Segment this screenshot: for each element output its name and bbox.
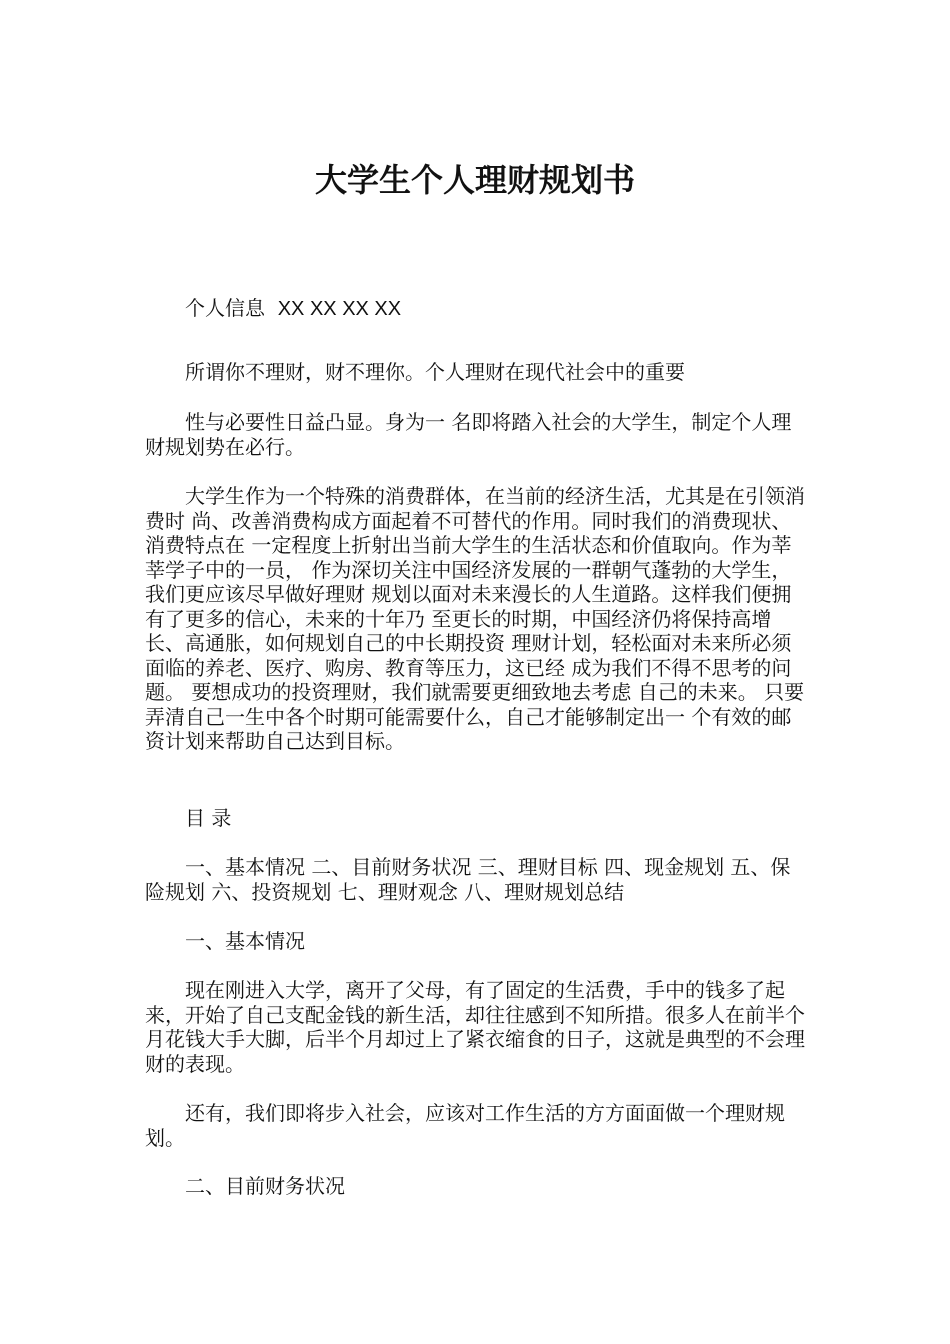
personal-info-line bbox=[145, 296, 805, 322]
toc-items: 一、基本情况 二、目前财务状况 三、理财目标 四、现金规划 五、保险规划 六、投资规划 七、理财观念 八、理财规划总结 bbox=[145, 855, 791, 904]
toc-heading: 目 录 bbox=[185, 806, 232, 830]
intro-paragraph-1: 所谓你不理财，财不理你。个人理财在现代社会中的重要 bbox=[185, 360, 685, 384]
personal-info-value: XX XX XX XX bbox=[277, 298, 402, 320]
intro-paragraph-2: 性与必要性日益凸显。身为一 名即将踏入社会的大学生，制定个人理财规划势在必行。 bbox=[145, 410, 792, 459]
personal-info-label: 个人信息 bbox=[185, 296, 265, 320]
intro-paragraph-3: 大学生作为一个特殊的消费群体，在当前的经济生活，尤其是在引领消费时 尚、改善消费构成方面起着不可替代的作用。同时我们的消费现状、消费特点在 一定程度上折射出当前大学生的生活状态和价值取向。作为莘莘学子中的一员， 作为深切关注中国经济发展的一群朝气蓬勃的大学生， 我们更应该尽早做好理财 规划以面对未来漫长的人生道路。这样我们便拥有了更多的信心，未来的十年乃 至更长的时期，中国经济仍将保持高增长、高通胀，如何规划自己的中长期投资 理财计划，轻松面对未来所必须面临的养老、医疗、购房、教育等压力，这已经 成为我们不得不思考的问题。 要想成功的投资理财，我们就需要更细致地去考虑 自己的未来。 只要弄清自己一生中各个时期可能需要什么，自己才能够制定出一 个有效的邮资计划来帮助自己达到目标。 bbox=[145, 484, 805, 753]
document-title: 大学生个人理财规划书 bbox=[314, 161, 635, 199]
section-1-paragraph-1: 现在刚进入大学，离开了父母，有了固定的生活费，手中的钱多了起来，开始了自己支配金钱的新生活，却往往感到不知所措。很多人在前半个月花钱大手大脚，后半个月却过上了紧衣缩食的日子，这就是典型的不会理财的表现。 bbox=[145, 978, 805, 1076]
section-2-heading: 二、目前财务状况 bbox=[185, 1174, 345, 1198]
section-1-paragraph-2: 还有，我们即将步入社会，应该对工作生活的方方面面做一个理财规划。 bbox=[145, 1101, 785, 1150]
section-1-heading: 一、基本情况 bbox=[185, 929, 305, 953]
